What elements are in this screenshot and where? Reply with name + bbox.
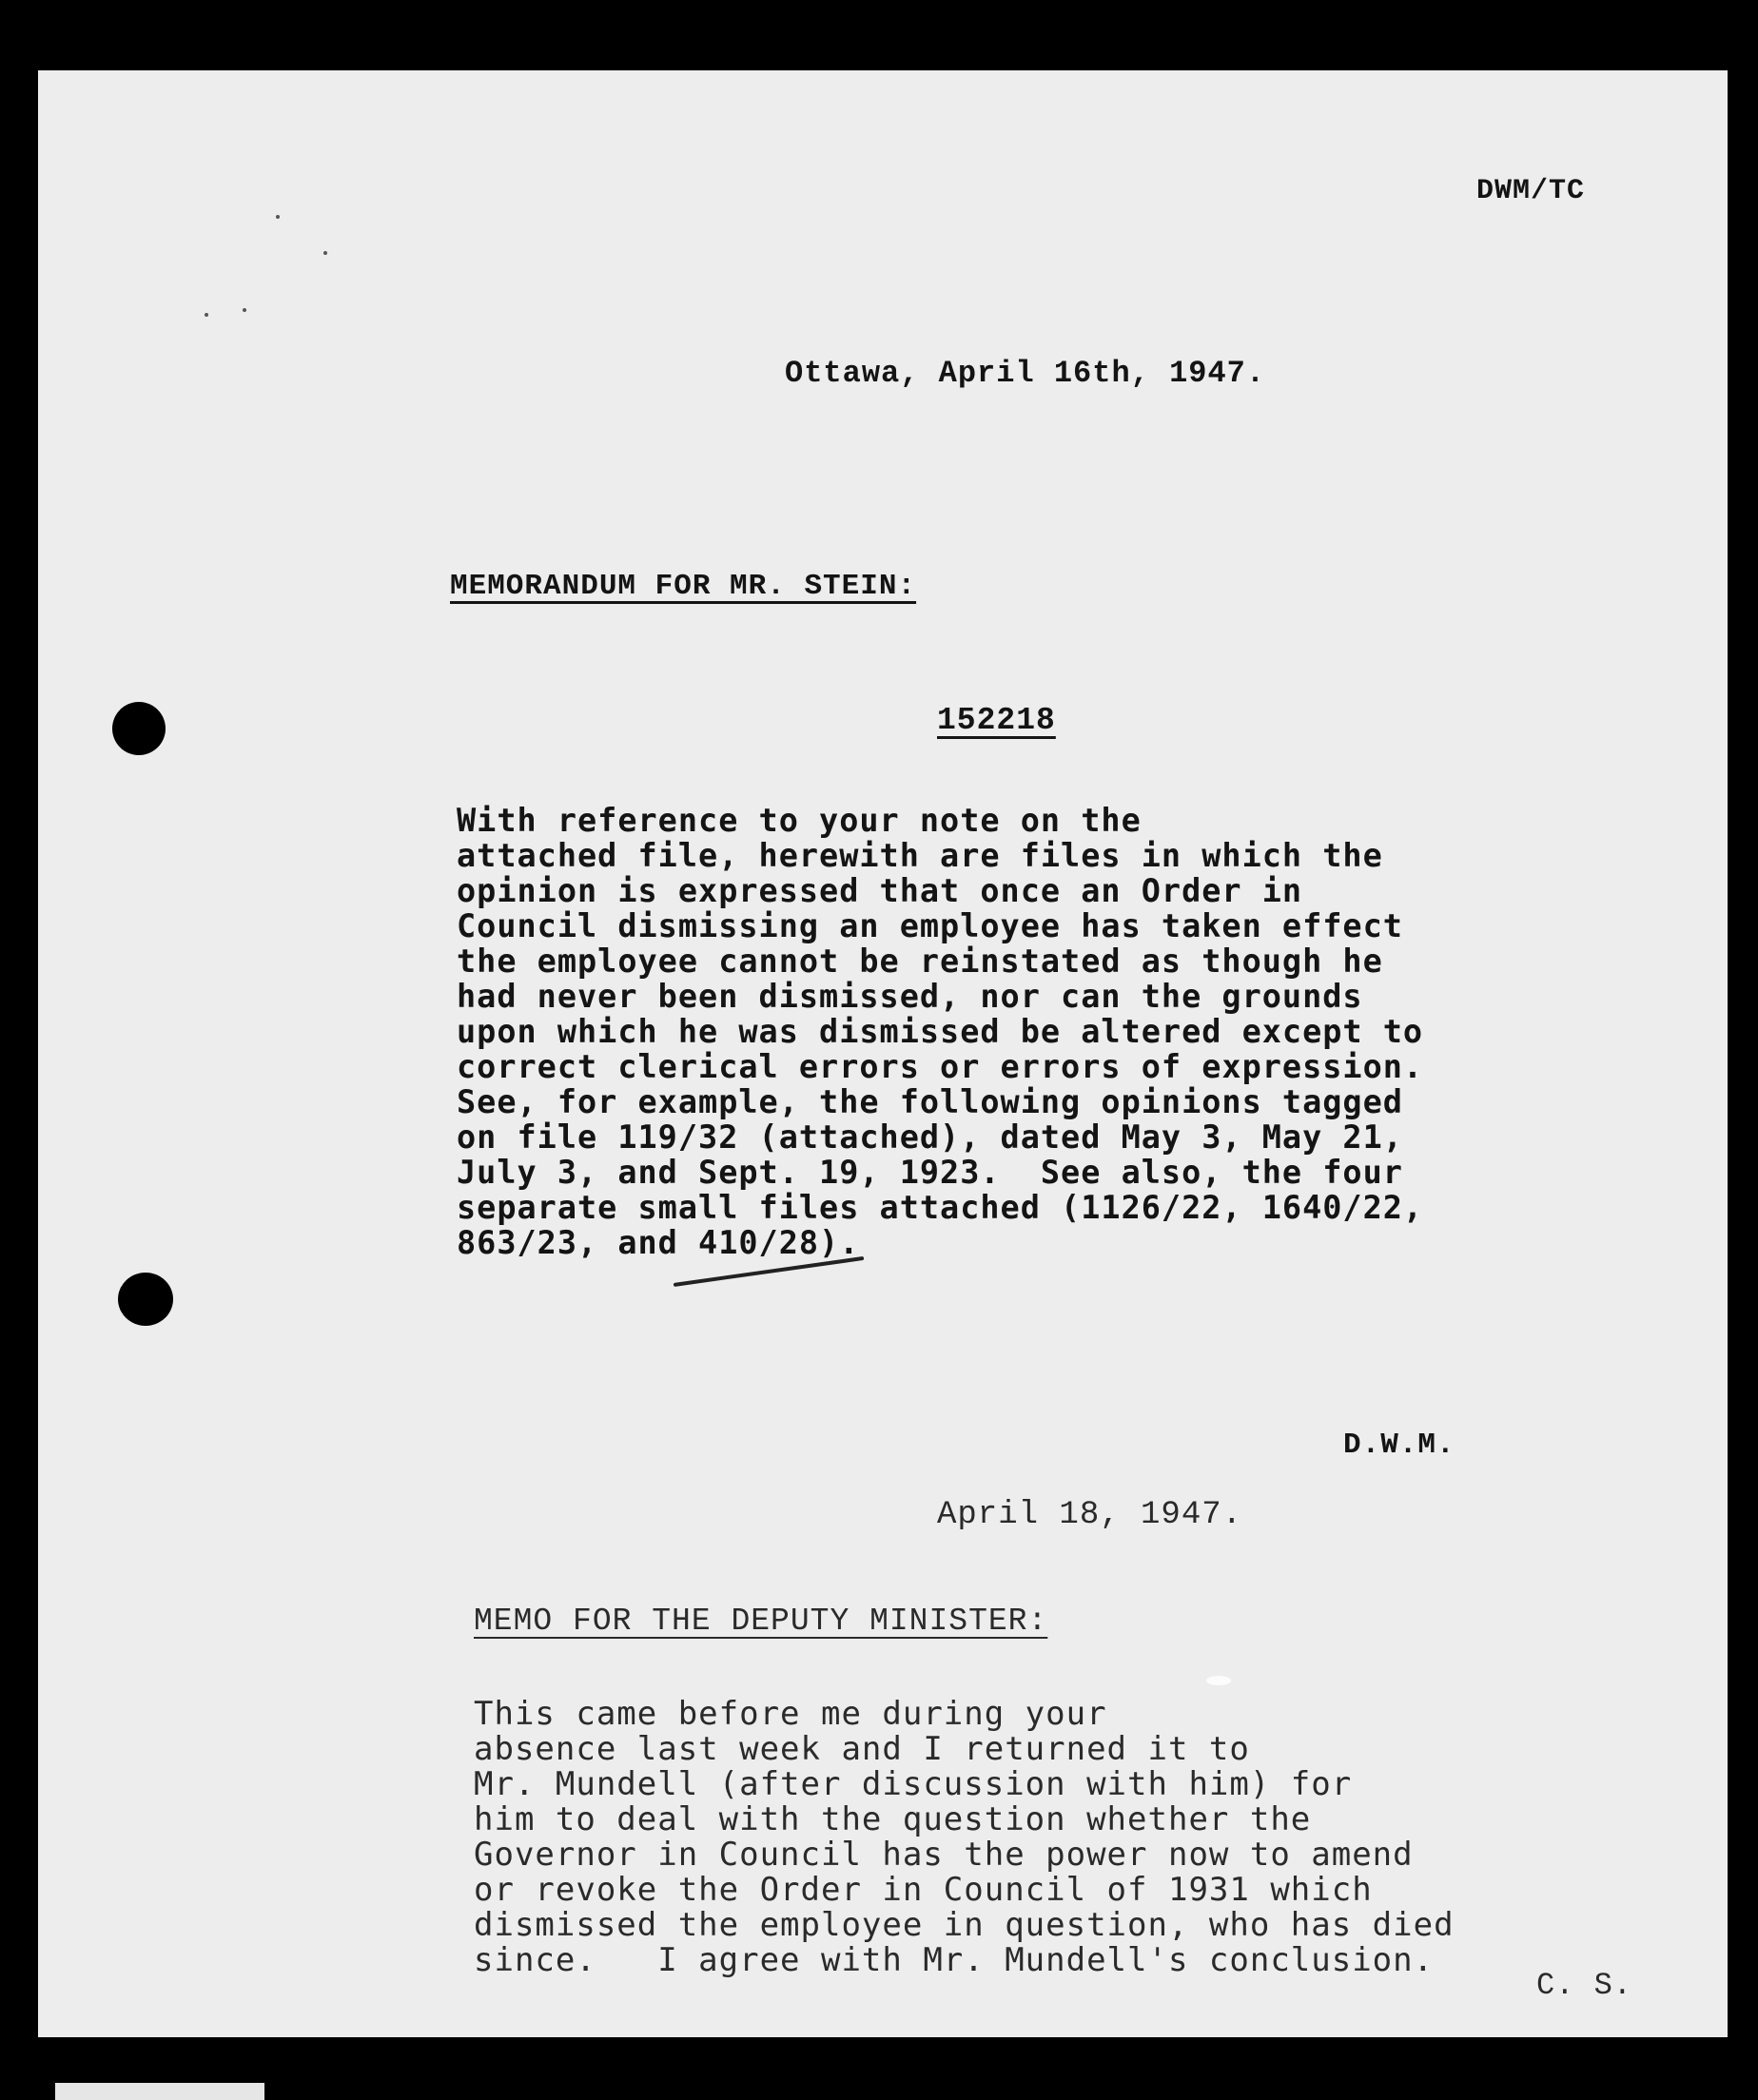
speck-mark	[243, 308, 246, 312]
speck-mark	[276, 215, 280, 219]
memo2-signature: C. S.	[1535, 1968, 1632, 2003]
punch-hole	[118, 1273, 173, 1326]
scan-edge-tab	[55, 2083, 264, 2100]
speck-mark	[323, 251, 327, 255]
memo2-body: This came before me during your absence last week and I returned it to Mr. Mundell (after discussion with him) for him to deal with the question whether the Governor in Council has the power now to amend or revoke the Order in Council of 1931 which dismissed the employee in question, who has died since. I agree with Mr. Mundell's conclusion.	[474, 1695, 1455, 1979]
memo1-heading: MEMORANDUM FOR MR. STEIN:	[450, 570, 917, 603]
date-header: Ottawa, April 16th, 1947.	[785, 356, 1266, 391]
speck-mark	[205, 313, 208, 317]
memo1-body: With reference to your note on the attached file, herewith are files in which the opinion is expressed that once an Order in Council dismissing an employee has taken effect the employee cannot be reinstated as though he had never been dismissed, nor can the grounds upon which he was dismissed be altered except to correct clerical errors or errors of expression. See, for example, the following opinions tagged on file 119/32 (attached), dated May 3, May 21, July 3, and Sept. 19, 1923. See also, the four separate small files attached (1126/22, 1640/22, 863/23, and 410/28).	[457, 802, 1424, 1261]
memo2-heading: MEMO FOR THE DEPUTY MINISTER:	[474, 1604, 1048, 1639]
paper-speck	[1206, 1676, 1231, 1685]
file-number: 152218	[937, 703, 1056, 738]
memo2-date: April 18, 1947.	[937, 1497, 1243, 1533]
memo1-signature: D.W.M.	[1343, 1429, 1455, 1462]
punch-hole	[112, 702, 166, 755]
reference-code: DWM/TC	[1475, 175, 1585, 207]
document-page	[38, 70, 1728, 2037]
